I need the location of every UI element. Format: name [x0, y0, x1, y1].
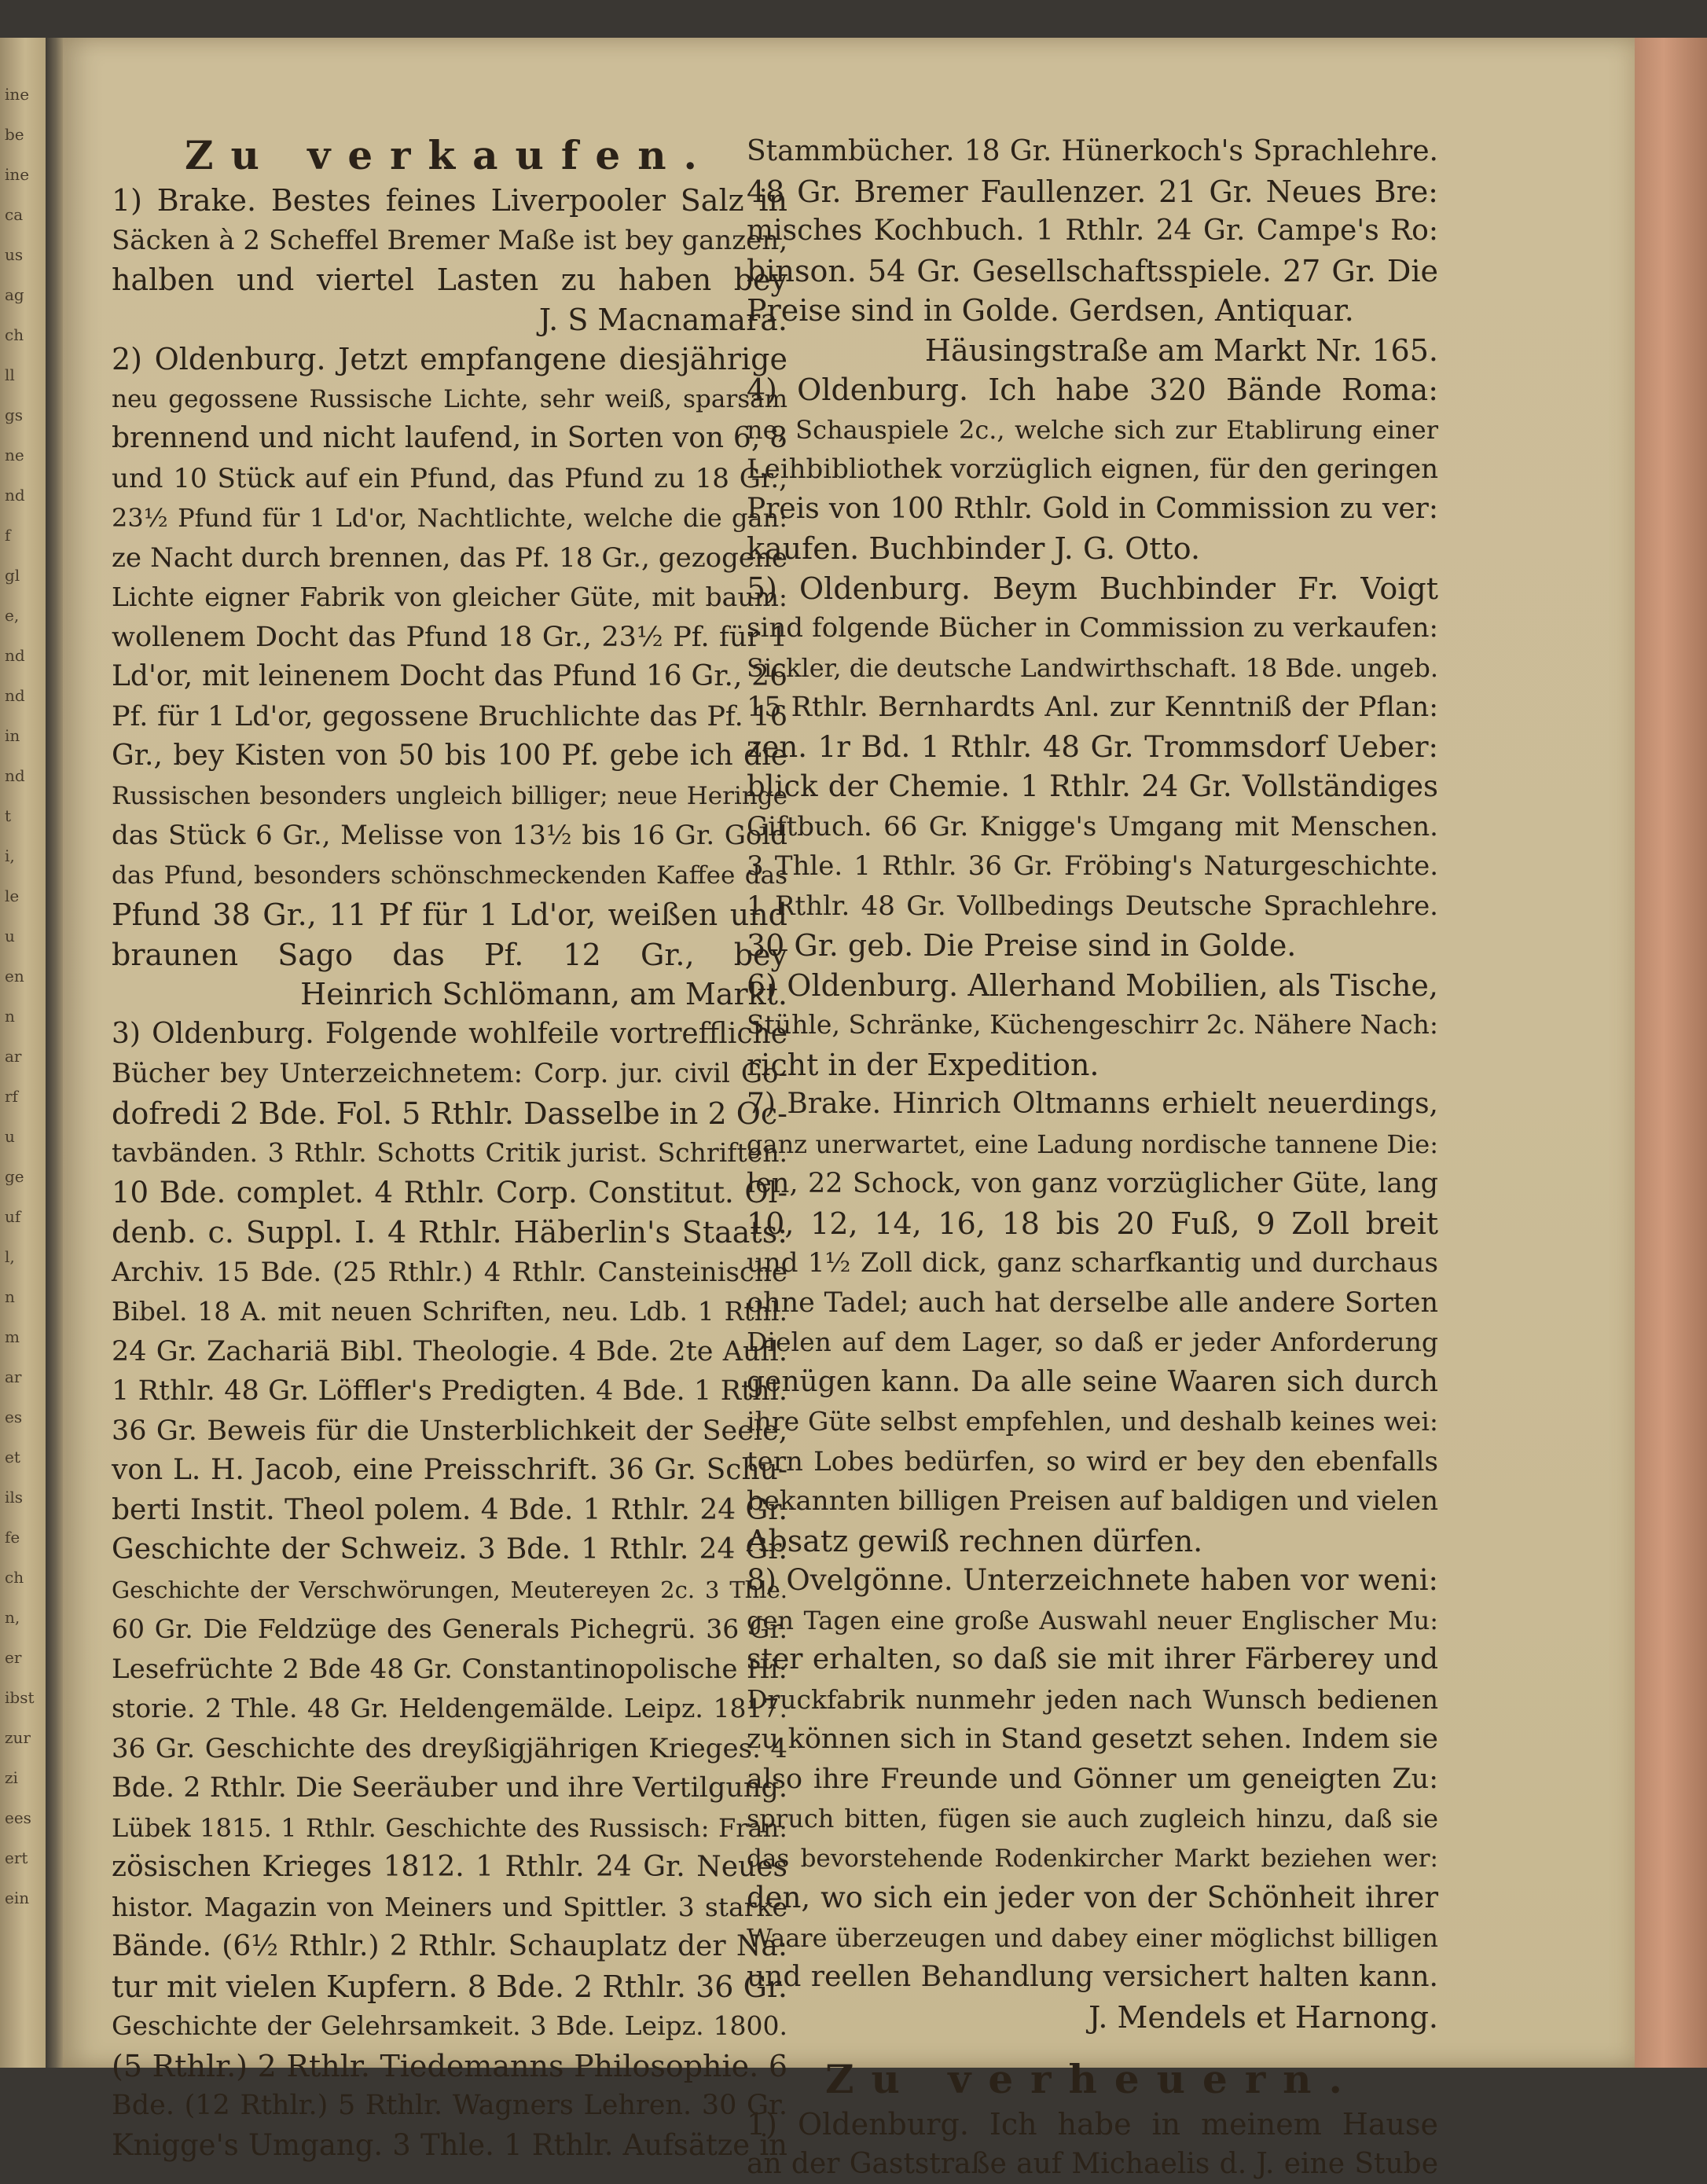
text-line: tern Lobes bedürfen, so wird er bey den ebenfalls — [747, 1442, 1438, 1482]
text-line: blick der Chemie. 1 Rthlr. 24 Gr. Vollständiges — [747, 767, 1438, 807]
text-line: Heinrich Schlömann, am Markt. — [112, 975, 787, 1015]
book-gutter — [46, 38, 63, 2068]
text-line: Archiv. 15 Bde. (25 Rthlr.) 4 Rthlr. Cansteinische — [112, 1253, 787, 1293]
text-line: J. Mendels et Harnong. — [747, 1998, 1438, 2038]
text-line: und reellen Behandlung versichert halten kann. — [747, 1958, 1438, 1998]
left-column — [112, 132, 787, 2165]
text-line: 4) Oldenburg. Ich habe 320 Bände Roma: — [747, 370, 1438, 410]
text-line: ze Nacht durch brennen, das Pf. 18 Gr., gezogene — [112, 538, 787, 578]
text-line: tavbänden. 3 Rthlr. Schotts Critik jurist. Schriften. — [112, 1133, 787, 1173]
text-line: das Stück 6 Gr., Melisse von 13½ bis 16 Gr. Gold — [112, 816, 787, 856]
text-line: 36 Gr. Geschichte des dreyßigjährigen Krieges. 4 — [112, 1729, 787, 1769]
text-line: Geschichte der Gelehrsamkeit. 3 Bde. Leipz. 1800. — [112, 2006, 787, 2046]
margin-fragment: f — [5, 526, 10, 545]
text-line: ne, Schauspiele 2c., welche sich zur Etablirung einer — [747, 410, 1438, 450]
text-line: 24 Gr. Zachariä Bibl. Theologie. 4 Bde. 2te Aufl. — [112, 1332, 787, 1372]
margin-fragment: gs — [5, 406, 23, 424]
margin-fragment: n — [5, 1287, 15, 1306]
margin-fragment: nd — [5, 686, 25, 705]
margin-fragment: in — [5, 726, 20, 745]
text-line: tur mit vielen Kupfern. 8 Bde. 2 Rthlr. 36 Gr. — [112, 1967, 787, 2007]
margin-fragment: ch — [5, 1568, 24, 1587]
text-line: das bevorstehende Rodenkircher Markt beziehen wer: — [747, 1839, 1438, 1879]
margin-fragment: i, — [5, 846, 15, 865]
text-line: brennend und nicht laufend, in Sorten von 6, 8 — [112, 419, 787, 459]
text-line: spruch bitten, fügen sie auch zugleich hinzu, daß sie — [747, 1799, 1438, 1839]
margin-fragment: ar — [5, 1047, 21, 1066]
text-line: Lichte eigner Fabrik von gleicher Güte, mit baum: — [112, 578, 787, 618]
margin-fragment: us — [5, 245, 23, 264]
margin-fragment: n — [5, 1007, 15, 1026]
text-line: 1) Oldenburg. Ich habe in meinem Hause — [747, 2105, 1438, 2145]
newspaper-page — [63, 38, 1635, 2068]
previous-page-edge — [0, 38, 46, 2068]
text-line: den, wo sich ein jeder von der Schönheit ihrer — [747, 1878, 1438, 1918]
text-line: 36 Gr. Beweis für die Unsterblichkeit der Seele, — [112, 1411, 787, 1452]
text-line: Waare überzeugen und dabey einer möglichst billigen — [747, 1918, 1438, 1958]
text-line: 30 Gr. geb. Die Preise sind in Golde. — [747, 926, 1438, 966]
text-line: 60 Gr. Die Feldzüge des Generals Pichegrü. 36 Gr. — [112, 1610, 787, 1650]
margin-fragment: ch — [5, 325, 24, 344]
margin-fragment: ees — [5, 1808, 31, 1827]
margin-fragment: ar — [5, 1367, 21, 1386]
text-line: Pfund 38 Gr., 11 Pf für 1 Ld'or, weißen und — [112, 895, 787, 935]
text-line: kaufen. Buchbinder J. G. Otto. — [747, 529, 1438, 569]
margin-fragment: nd — [5, 486, 25, 505]
text-line: Bde. (12 Rthlr.) 5 Rthlr. Wagners Lehren. 30 Gr. — [112, 2086, 787, 2126]
margin-fragment: nd — [5, 766, 25, 785]
text-line: Lesefrüchte 2 Bde 48 Gr. Constantinopolische Hi: — [112, 1650, 787, 1690]
text-line: und 10 Stück auf ein Pfund, das Pfund zu 18 Gr., — [112, 459, 787, 499]
text-line: bekannten billigen Preisen auf baldigen und vielen — [747, 1481, 1438, 1521]
margin-fragment: ag — [5, 285, 24, 304]
text-line: neu gegossene Russische Lichte, sehr weiß, sparsam — [112, 380, 787, 420]
text-line: binson. 54 Gr. Gesellschaftsspiele. 27 Gr. Die — [747, 251, 1438, 292]
right-column — [747, 132, 1438, 2184]
margin-fragment: zur — [5, 1728, 31, 1747]
text-line: storie. 2 Thle. 48 Gr. Heldengemälde. Leipz. 1817. — [112, 1689, 787, 1729]
text-line: genügen kann. Da alle seine Waaren sich durch — [747, 1363, 1438, 1403]
text-line: Geschichte der Verschwörungen, Meutereyen 2c. 3 Thle. — [112, 1570, 787, 1610]
text-line: Giftbuch. 66 Gr. Knigge's Umgang mit Menschen. — [747, 807, 1438, 847]
margin-fragment: fe — [5, 1528, 20, 1547]
text-line: 6) Oldenburg. Allerhand Mobilien, als Tische, — [747, 966, 1438, 1006]
text-line: Häusingstraße am Markt Nr. 165. — [747, 331, 1438, 371]
text-line: das Pfund, besonders schönschmeckenden Kaffee das — [112, 856, 787, 896]
text-line: 15 Rthlr. Bernhardts Anl. zur Kenntniß der Pflan: — [747, 688, 1438, 728]
text-line: zu können sich in Stand gesetzt sehen. Indem sie — [747, 1720, 1438, 1760]
text-line: 10 Bde. complet. 4 Rthlr. Corp. Constitut. Ol- — [112, 1173, 787, 1213]
text-line: berti Instit. Theol polem. 4 Bde. 1 Rthlr. 24 Gr. — [112, 1491, 787, 1531]
text-line: 2) Oldenburg. Jetzt empfangene diesjährige — [112, 340, 787, 380]
text-line: sind folgende Bücher in Commission zu verkaufen: — [747, 608, 1438, 648]
text-line: Absatz gewiß rechnen dürfen. — [747, 1521, 1438, 1562]
margin-fragment: en — [5, 967, 24, 986]
text-line: an der Gaststraße auf Michaelis d. J. eine Stube — [747, 2145, 1438, 2184]
text-line: Leihbibliothek vorzüglich eignen, für den geringen — [747, 450, 1438, 490]
text-line: 1 Rthlr. 48 Gr. Vollbedings Deutsche Sprachlehre. — [747, 886, 1438, 927]
text-line: Bibel. 18 A. mit neuen Schriften, neu. Ldb. 1 Rthl. — [112, 1292, 787, 1332]
margin-fragment: u — [5, 1127, 15, 1146]
text-line: ganz unerwartet, eine Ladung nordische tannene Die: — [747, 1125, 1438, 1165]
section-heading-zu-verheuern: Zu verheuern. — [747, 2056, 1438, 2105]
margin-fragment: ibst — [5, 1688, 35, 1707]
margin-fragment: ca — [5, 205, 23, 224]
text-line: J. S Macnamara. — [112, 300, 787, 340]
text-line: (5 Rthlr.) 2 Rthlr. Tiedemanns Philosophie. 6 — [112, 2046, 787, 2087]
text-line: Stühle, Schränke, Küchengeschirr 2c. Nähere Nach: — [747, 1005, 1438, 1045]
section-heading-zu-verkaufen: Zu verkaufen. — [112, 132, 787, 181]
margin-fragment: ne — [5, 446, 24, 464]
text-line: Ld'or, mit leinenem Docht das Pfund 16 Gr., 26 — [112, 657, 787, 697]
margin-fragment: et — [5, 1448, 20, 1466]
text-line: wollenem Docht das Pfund 18 Gr., 23½ Pf. für 1 — [112, 618, 787, 658]
margin-fragment: es — [5, 1408, 22, 1426]
margin-fragment: l, — [5, 1247, 15, 1266]
text-line: histor. Magazin von Meiners und Spittler. 3 starke — [112, 1888, 787, 1928]
page-edge — [1635, 38, 1707, 2068]
text-line: Gr., bey Kisten von 50 bis 100 Pf. gebe ich die — [112, 736, 787, 776]
text-line: also ihre Freunde und Gönner um geneigten Zu: — [747, 1760, 1438, 1800]
margin-fragment: ils — [5, 1488, 23, 1507]
margin-fragment: t — [5, 806, 11, 825]
text-line: Bücher bey Unterzeichnetem: Corp. jur. civil Go- — [112, 1054, 787, 1094]
text-line: braunen Sago das Pf. 12 Gr., bey — [112, 935, 787, 975]
text-line: von L. H. Jacob, eine Preisschrift. 36 Gr. Schu- — [112, 1451, 787, 1491]
text-line: Geschichte der Schweiz. 3 Bde. 1 Rthlr. 24 Gr. — [112, 1530, 787, 1570]
text-line: Bde. 2 Rthlr. Die Seeräuber und ihre Vertilgung. — [112, 1768, 787, 1808]
margin-fragment: u — [5, 927, 15, 945]
text-line: Stammbücher. 18 Gr. Hünerkoch's Sprachlehre. — [747, 132, 1438, 172]
margin-fragment: ine — [5, 165, 29, 184]
text-line: Dielen auf dem Lager, so daß er jeder Anforderung — [747, 1323, 1438, 1363]
text-line: und 1½ Zoll dick, ganz scharfkantig und durchaus — [747, 1243, 1438, 1283]
text-line: Säcken à 2 Scheffel Bremer Maße ist bey ganzen, — [112, 221, 787, 261]
margin-fragment: m — [5, 1327, 20, 1346]
text-line: zösischen Krieges 1812. 1 Rthlr. 24 Gr. Neues — [112, 1848, 787, 1888]
margin-fragment: n, — [5, 1608, 20, 1627]
text-line: ster erhalten, so daß sie mit ihrer Färberey und — [747, 1640, 1438, 1680]
text-line: 3 Thle. 1 Rthlr. 36 Gr. Fröbing's Naturgeschichte. — [747, 846, 1438, 886]
text-line: Sickler, die deutsche Landwirthschaft. 18 Bde. ungeb. — [747, 648, 1438, 688]
text-line: Lübek 1815. 1 Rthlr. Geschichte des Russisch: Fran: — [112, 1808, 787, 1848]
text-line: 5) Oldenburg. Beym Buchbinder Fr. Voigt — [747, 569, 1438, 609]
text-line: Pf. für 1 Ld'or, gegossene Bruchlichte das Pf. 16 — [112, 697, 787, 737]
text-line: Bände. (6½ Rthlr.) 2 Rthlr. Schauplatz der Na: — [112, 1927, 787, 1967]
text-line: ohne Tadel; auch hat derselbe alle andere Sorten — [747, 1283, 1438, 1323]
text-line: len, 22 Schock, von ganz vorzüglicher Güte, lang — [747, 1164, 1438, 1204]
margin-fragment: ert — [5, 1848, 28, 1867]
text-line: 23½ Pfund für 1 Ld'or, Nachtlichte, welche die gan: — [112, 498, 787, 538]
text-line: Druckfabrik nunmehr jeden nach Wunsch bedienen — [747, 1680, 1438, 1720]
text-line: gen Tagen eine große Auswahl neuer Englischer Mu: — [747, 1601, 1438, 1641]
text-line: Russischen besonders ungleich billiger; neue Heringe — [112, 776, 787, 817]
margin-fragment: uf — [5, 1207, 20, 1226]
margin-fragment: ll — [5, 365, 15, 384]
text-line: 10, 12, 14, 16, 18 bis 20 Fuß, 9 Zoll breit — [747, 1204, 1438, 1244]
text-line: richt in der Expedition. — [747, 1045, 1438, 1085]
text-line: 7) Brake. Hinrich Oltmanns erhielt neuerdings, — [747, 1085, 1438, 1125]
margin-fragment: be — [5, 125, 24, 144]
margin-fragment: le — [5, 886, 19, 905]
margin-fragment: rf — [5, 1087, 18, 1106]
margin-fragment: zi — [5, 1768, 18, 1787]
text-line: dofredi 2 Bde. Fol. 5 Rthlr. Dasselbe in 2 Oc- — [112, 1094, 787, 1134]
text-line: 3) Oldenburg. Folgende wohlfeile vortreffliche — [112, 1015, 787, 1055]
text-line: denb. c. Suppl. I. 4 Rthlr. Häberlin's Staats: — [112, 1213, 787, 1253]
margin-fragment: ine — [5, 85, 29, 104]
margin-fragment: e, — [5, 606, 19, 625]
text-line: 1) Brake. Bestes feines Liverpooler Salz in — [112, 181, 787, 221]
margin-fragment: nd — [5, 646, 25, 665]
text-line: zen. 1r Bd. 1 Rthlr. 48 Gr. Trommsdorf Ueber: — [747, 728, 1438, 768]
text-line: Knigge's Umgang. 3 Thle. 1 Rthlr. Aufsätze in — [112, 2126, 787, 2166]
text-line: Preis von 100 Rthlr. Gold in Commission zu ver: — [747, 490, 1438, 530]
text-line: halben und viertel Lasten zu haben bey — [112, 260, 787, 300]
margin-fragment: ein — [5, 1889, 29, 1907]
text-line: Preise sind in Golde. Gerdsen, Antiquar. — [747, 291, 1438, 331]
text-line: 48 Gr. Bremer Faullenzer. 21 Gr. Neues Bre: — [747, 172, 1438, 212]
text-line: misches Kochbuch. 1 Rthlr. 24 Gr. Campe's Ro: — [747, 211, 1438, 251]
margin-fragment: er — [5, 1648, 21, 1667]
text-line: 8) Ovelgönne. Unterzeichnete haben vor weni: — [747, 1561, 1438, 1601]
margin-fragment: gl — [5, 566, 20, 585]
text-line: ihre Güte selbst empfehlen, und deshalb keines wei: — [747, 1402, 1438, 1442]
text-line: 1 Rthlr. 48 Gr. Löffler's Predigten. 4 Bde. 1 Rthl. — [112, 1371, 787, 1411]
margin-fragment: ge — [5, 1167, 24, 1186]
